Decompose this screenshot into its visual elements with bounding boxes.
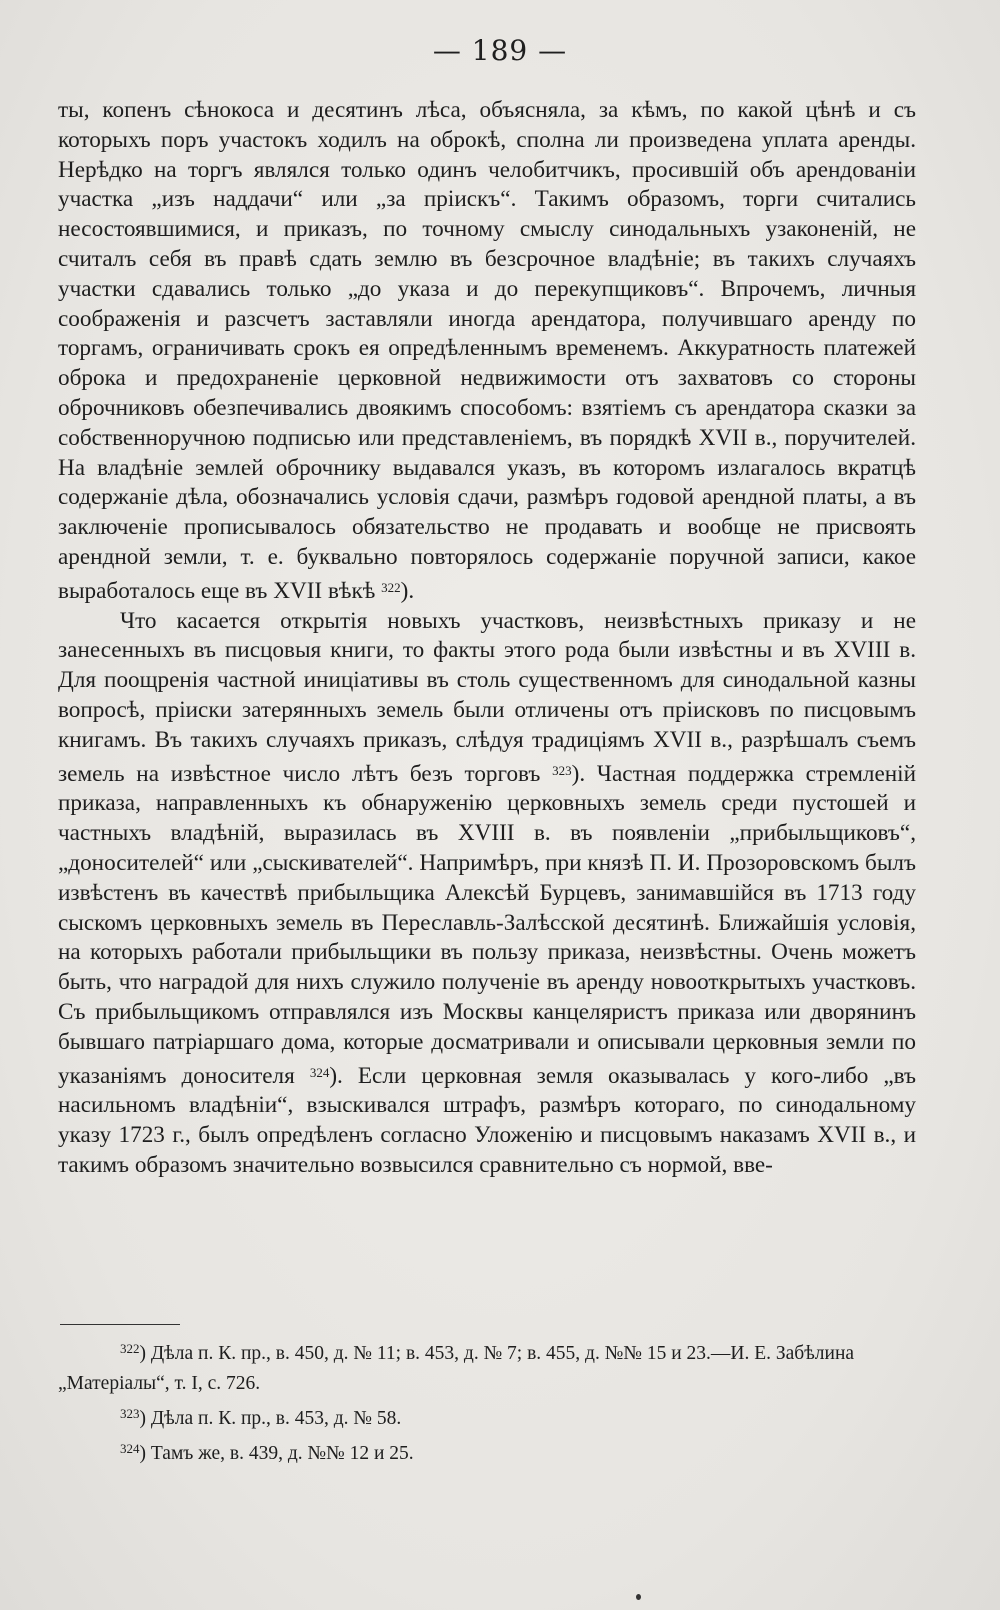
footnotes — [58, 1334, 918, 1469]
footnote-mark: 323 — [120, 1406, 140, 1421]
footnote-divider — [60, 1324, 180, 1325]
paragraph-2-text-b: ). Частная поддержка стремленій приказа, направленныхъ къ обнаруженію церковныхъ земель среди пустошей и частныхъ владѣній, выразилась въ XVIII в. въ появленіи „прибыльщиковъ“, „доносителей“ или „сыскивателей“. Напримѣръ, при князѣ П. И. Прозоровскомъ былъ извѣстенъ въ качествѣ прибыльщика Алексѣй Бурцевъ, занимавшійся въ 1713 году сыскомъ церковныхъ земель въ Переславль-Залѣсской десятинѣ. Ближайшія условія, на которыхъ работали прибыльщики въ пользу приказа, неизвѣстны. Очень можетъ быть, что наградой для нихъ служило полученіе въ аренду новооткрытыхъ участковъ. Съ прибыльщикомъ отправлялся изъ Москвы канцеляристъ приказа или дворянинъ бывшаго патріаршаго дома, которые досматривали и описывали церковныя земли по указаніямъ доносителя — [58, 760, 917, 1089]
footnote-text: ) Тамъ же, в. 439, д. №№ 12 и 25. — [139, 1443, 414, 1464]
footnote-mark: 322 — [120, 1341, 140, 1356]
page-number: — 189 — — [432, 34, 568, 67]
footnote-323 — [58, 1399, 918, 1434]
footnote-ref-323: 323 — [552, 762, 572, 778]
footnote-ref-322-close: ). — [400, 577, 415, 604]
footnote-ref-324: 324 — [309, 1064, 330, 1080]
footnote-324 — [58, 1434, 918, 1469]
footnote-ref-322: 322 — [381, 579, 401, 595]
paragraph-1-text: ты, копенъ сѣнокоса и десятинъ лѣса, объясняла, за кѣмъ, по какой цѣнѣ и съ которыхъ поръ участокъ ходилъ на оброкѣ, сполна ли произведена уплата аренды. Нерѣдко на торгъ являлся только одинъ челобитчикъ, просившій объ арендованіи участка „изъ наддачи“ или „за пріискъ“. Такимъ образомъ, торги считались несостоявшимися, и приказъ, по точному смыслу синодальныхъ узаконеній, не считалъ себя въ правѣ сдать землю въ безсрочное владѣніе; въ такихъ случаяхъ участки сдавались только „до указа и до перекупщиковъ“. Впрочемъ, личныя соображенія и разсчетъ заставляли иногда арендатора, получившаго аренду по торгамъ, ограничивать срокъ ея опредѣленнымъ временемъ. Аккуратность платежей оброка и предохраненіе церковной недвижимости отъ захватовъ со стороны оброчниковъ обезпечивались двоякимъ способомъ: взятіемъ съ арендатора сказки за собственноручною подписью или представленіемъ, въ порядкѣ XVII в., поручителей. На владѣніе землей оброчнику выдавался указъ, въ которомъ излагалось вкратцѣ содержаніе дѣла, обозначались условія сдачи, размѣръ годовой арендной платы, а въ заключеніе прописывалось обязательство не продавать и вообще не присвоять арендной земли, т. е. буквально повторялось содержаніе поручной записи, какое выработалось еще въ XVII вѣкѣ — [58, 97, 916, 604]
paragraph-2-text-c: ). Если церковная земля оказывалась у кого-либо „въ насильномъ владѣніи“, взыскивался штрафъ, размѣръ котораго, по синодальному указу 1723 г., былъ опредѣленъ согласно Уложенію и писцовымъ наказамъ XVII в., и такимъ образомъ значительно возвысился сравнительно съ нормой, вве- — [58, 1062, 917, 1178]
paragraph-2-text-a: Что касается открытія новыхъ участковъ, неизвѣстныхъ приказу и не занесенныхъ въ писцовыя книги, то факты этого рода были извѣстны и въ XVIII в. Для поощренія частной иниціативы въ столь существенномъ для синодальной казны вопросѣ, пріиски затерянныхъ земель были отличены отъ пріисковъ по писцовымъ книгамъ. Въ такихъ случаяхъ приказъ, слѣдуя традиціямъ XVII в., разрѣшалъ съемъ земель на извѣстное число лѣтъ безъ торговъ — [58, 607, 916, 787]
paragraph-2 — [58, 607, 916, 1181]
paragraph-1 — [58, 96, 916, 607]
paper-speck — [636, 1594, 641, 1600]
footnote-mark: 324 — [120, 1441, 140, 1456]
footnote-322 — [58, 1334, 918, 1399]
footnote-text: ) Дѣла п. К. пр., в. 450, д. № 11; в. 453, д. № 7; в. 455, д. №№ 15 и 23.—И. Е. Забѣлина „Матеріалы“, т. I, с. 726. — [58, 1343, 855, 1394]
footnote-text: ) Дѣла п. К. пр., в. 453, д. № 58. — [139, 1408, 402, 1429]
main-text — [58, 96, 916, 1181]
